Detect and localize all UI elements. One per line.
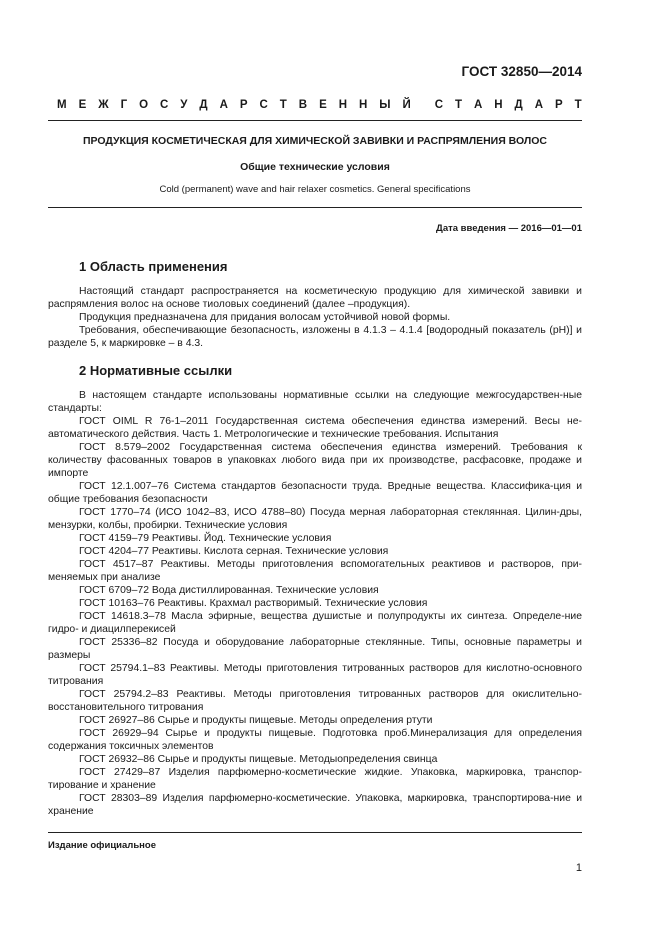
banner-letter: Г [120, 99, 128, 111]
banner-letter: У [180, 99, 188, 111]
reference-item: ГОСТ 27429–87 Изделия парфюмерно-косметические жидкие. Упаковка, маркировка, транспор-тирование и хранение [48, 767, 582, 791]
reference-item: ГОСТ 26927–86 Сырье и продукты пищевые. Методы определения ртути [79, 715, 433, 726]
reference-item: ГОСТ 25336–82 Посуда и оборудование лабораторные стеклянные. Типы, основные параметры и размеры [48, 637, 582, 661]
banner-letter: Н [494, 99, 503, 111]
reference-item: ГОСТ 4204–77 Реактивы. Кислота серная. Технические условия [79, 546, 389, 557]
reference-item: ГОСТ 26929–94 Сырье и продукты пищевые. Подготовка проб.Минерализация для определения содержания токсичных элементов [48, 728, 582, 752]
document-code: ГОСТ 32850—2014 [461, 64, 582, 79]
banner-letter: Ж [98, 99, 109, 111]
reference-item: ГОСТ 28303–89 Изделия парфюмерно-косметические. Упаковка, маркировка, транспортирова-ние и хранение [48, 793, 582, 817]
reference-item: ГОСТ 14618.3–78 Масла эфирные, вещества душистые и полупродукты их синтеза. Определе-ние гидро- и диацилперекисей [48, 611, 582, 635]
banner-letter: С [160, 99, 169, 111]
reference-item: ГОСТ 8.579–2002 Государственная система обеспечения единства измерений. Требования к количеству фасованных товаров в упаковках любого вида при их производстве, расфасовке, продаже и импорте [48, 442, 582, 479]
reference-item: ГОСТ OIML R 76-1–2011 Государственная система обеспечения единства измерений. Весы не-автоматического действия. Часть 1. Метрологические и технические требования. Испытания [48, 416, 582, 440]
banner-letter: С [259, 99, 268, 111]
paragraph: Настоящий стандарт распространяется на косметическую продукцию для химической завивки и распрямления волос на основе тиоловых соединений (далее –продукция). [48, 286, 582, 310]
banner-letter: Н [358, 99, 368, 111]
banner-letter: Т [279, 99, 287, 111]
banner-letter: Е [319, 99, 327, 111]
banner-letter: А [473, 99, 483, 111]
introduction-date: Дата введения — 2016—01—01 [436, 223, 582, 234]
banner-letter: Д [514, 99, 523, 111]
banner-letter: Т [574, 99, 582, 111]
interstate-standard-banner [57, 99, 582, 111]
reference-item: ГОСТ 25794.1–83 Реактивы. Методы приготовления титрованных растворов для кислотно-основного титрования [48, 663, 582, 687]
banner-letter: Н [338, 99, 348, 111]
reference-item: ГОСТ 12.1.007–76 Система стандартов безопасности труда. Вредные вещества. Классифика-ция и общие требования безопасности [48, 481, 582, 505]
banner-letter: Р [239, 99, 248, 111]
reference-item: ГОСТ 4517–87 Реактивы. Методы приготовления вспомогательных реактивов и растворов, при-меняемых при анализе [48, 559, 582, 583]
page-number: 1 [575, 862, 582, 874]
title-rule [48, 207, 582, 208]
reference-item: ГОСТ 1770–74 (ИСО 1042–83, ИСО 4788–80) Посуда мерная лабораторная стеклянная. Цилин-дры, мензурки, колбы, пробирки. Технические условия [48, 507, 582, 531]
reference-item: ГОСТ 26932–86 Сырье и продукты пищевые. Методыопределения свинца [79, 754, 438, 765]
reference-item: ГОСТ 4159–79 Реактивы. Йод. Технические условия [79, 533, 332, 544]
banner-letter: Ы [379, 99, 391, 111]
banner-letter: Т [454, 99, 463, 111]
reference-item: ГОСТ 10163–76 Реактивы. Крахмал растворимый. Технические условия [79, 598, 428, 609]
banner-letter: Д [199, 99, 208, 111]
paragraph: В настоящем стандарте использованы нормативные ссылки на следующие межгосударствен-ные стандарты: [48, 390, 582, 414]
section-heading: 1 Область применения [79, 259, 228, 274]
paragraph: Продукция предназначена для придания волосам устойчивой новой формы. [79, 312, 451, 323]
document-title: ПРОДУКЦИЯ КОСМЕТИЧЕСКАЯ ДЛЯ ХИМИЧЕСКОЙ ЗАВИВКИ И РАСПРЯМЛЕНИЯ ВОЛОС [82, 135, 548, 147]
banner-letter: Й [402, 99, 411, 111]
edition-label: Издание официальное [48, 840, 156, 851]
banner-letter: С [434, 99, 444, 111]
banner-letter: В [298, 99, 308, 111]
paragraph: Требования, обеспечивающие безопасность, изложены в 4.1.3 – 4.1.4 [водородный показатель (рН)] и разделе 5, к маркировке – в 4.3. [48, 325, 582, 349]
footer-rule [48, 832, 582, 833]
reference-item: ГОСТ 6709–72 Вода дистиллированная. Технические условия [79, 585, 379, 596]
header-rule [48, 120, 582, 121]
banner-letter: А [534, 99, 544, 111]
banner-letter: А [219, 99, 228, 111]
document-subtitle: Общие технические условия [240, 161, 390, 173]
section-heading: 2 Нормативные ссылки [79, 363, 233, 378]
english-title: Cold (permanent) wave and hair relaxer cosmetics. General specifications [159, 184, 471, 195]
banner-letter: М [57, 99, 67, 111]
reference-item: ГОСТ 25794.2–83 Реактивы. Методы приготовления титрованных растворов для окислительно-восстановительного титрования [48, 689, 582, 713]
banner-letter: О [139, 99, 149, 111]
banner-letter: Р [555, 99, 563, 111]
banner-letter: Е [78, 99, 87, 111]
